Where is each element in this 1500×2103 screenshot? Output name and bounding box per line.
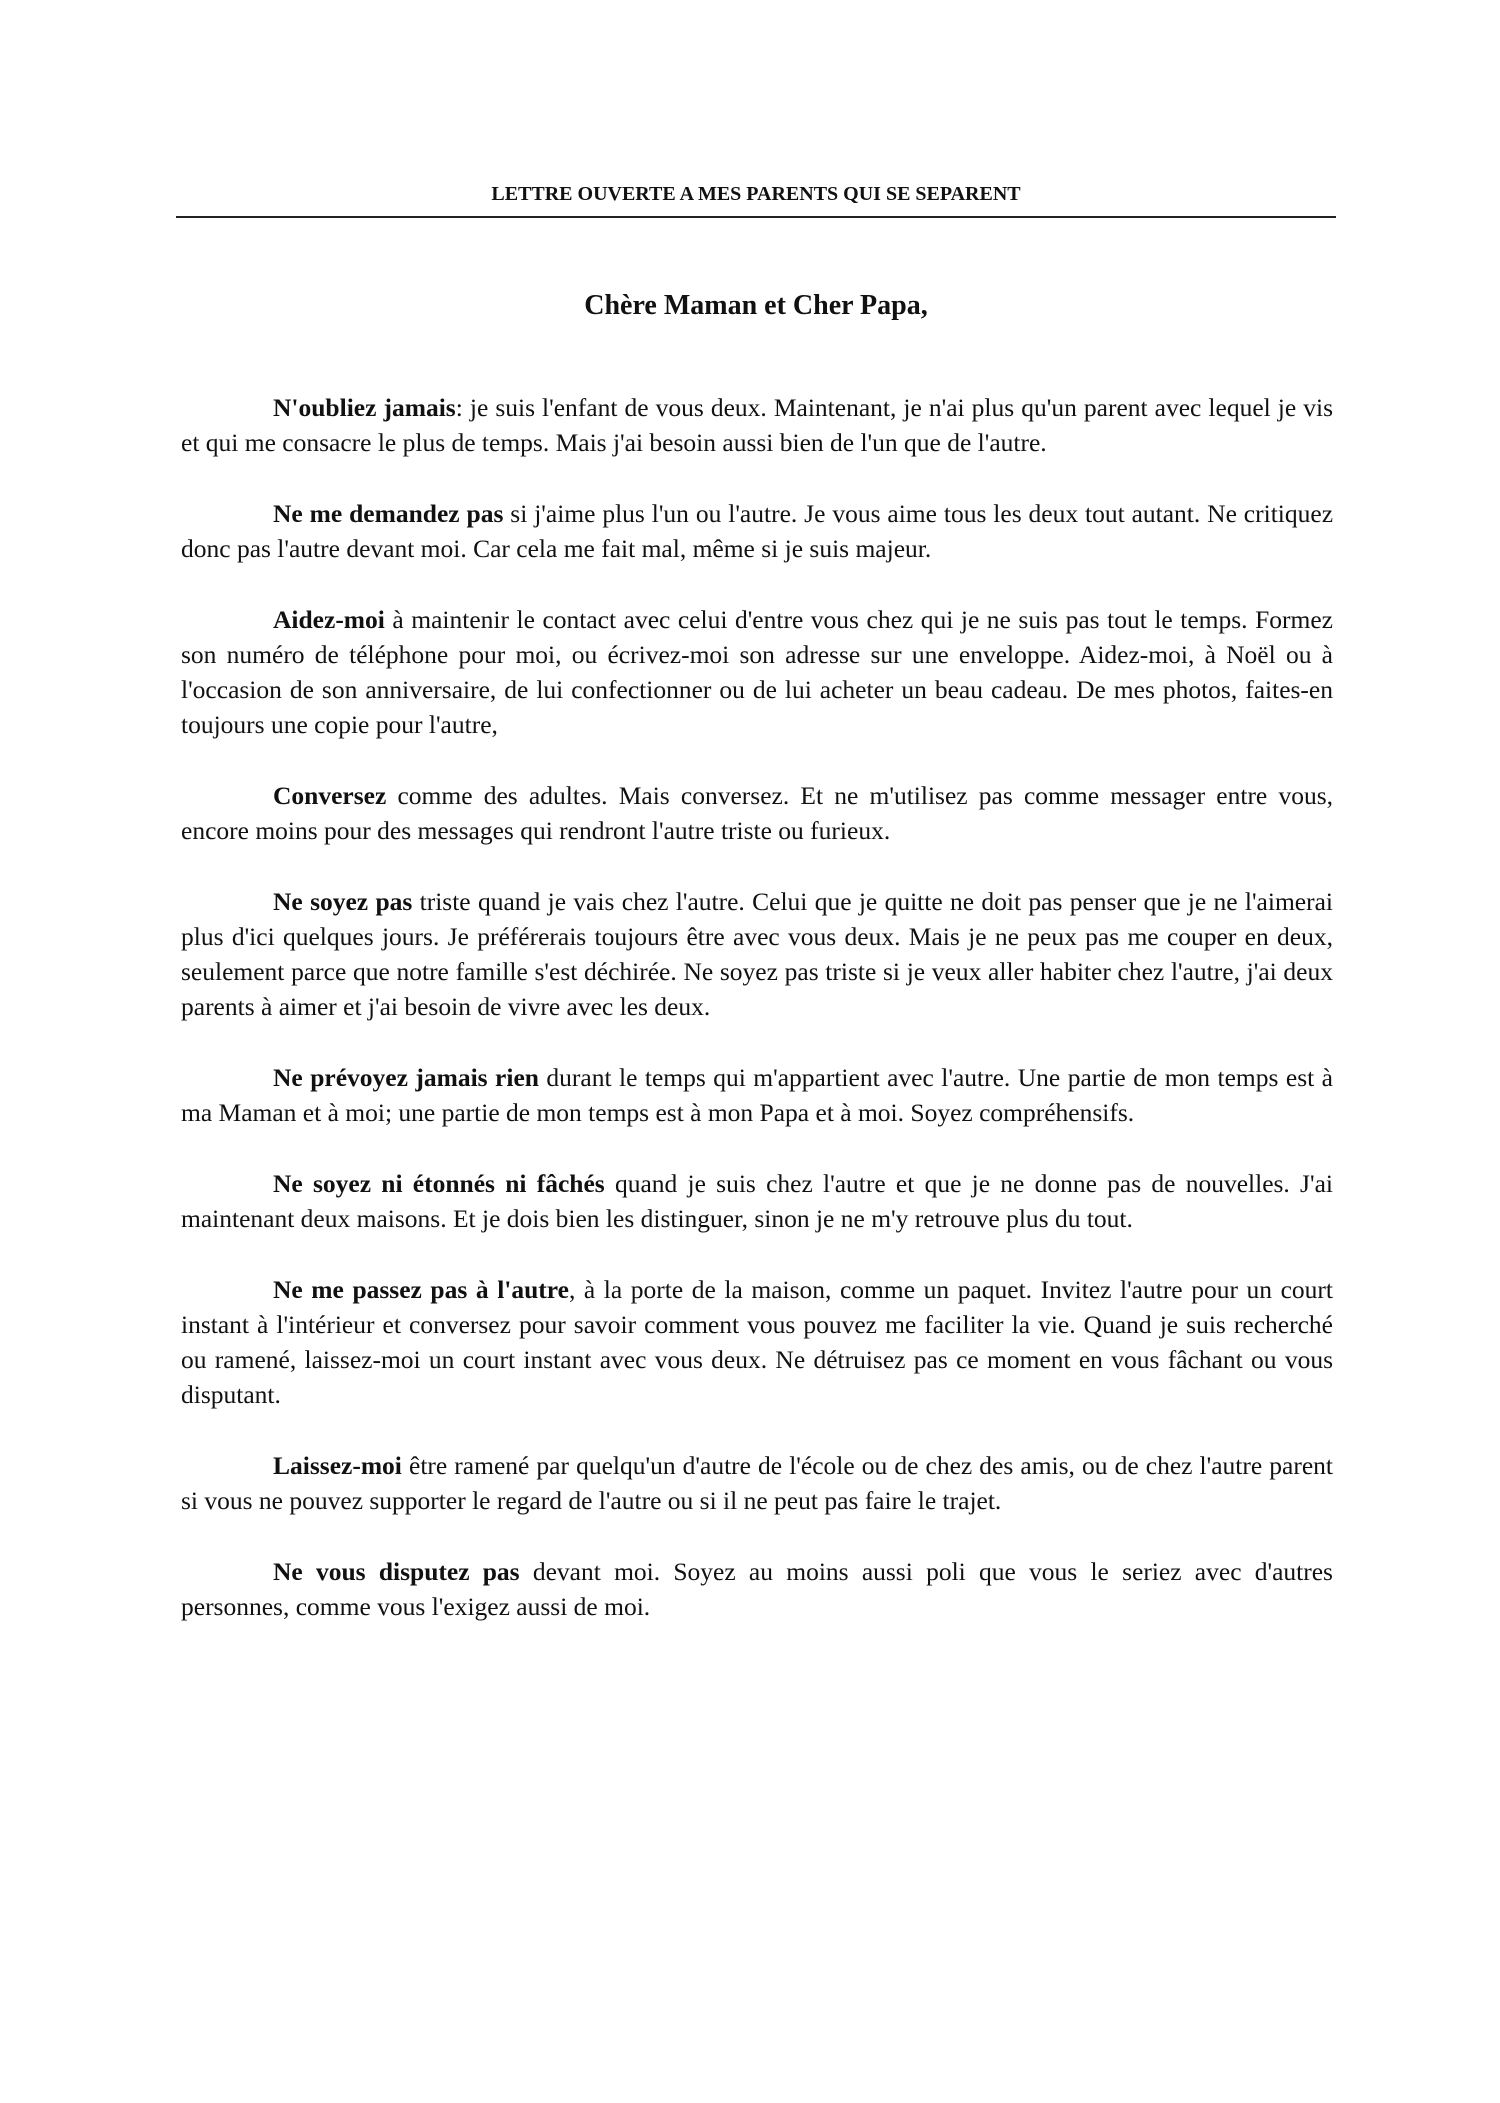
paragraph-5 — [181, 884, 1333, 1024]
paragraph-lead: Aidez-moi — [273, 605, 385, 634]
paragraph-text: à maintenir le contact avec celui d'entre vous chez qui je ne suis pas tout le temps. Formez son numéro de téléphone pour moi, ou écrivez-moi son adresse sur une enveloppe. Aidez-moi, à Noël ou à l'occasion de son anniversaire, de lui confectionner ou de lui acheter un beau cadeau. De mes photos, faites-en toujours une copie pour l'autre, — [181, 605, 1333, 739]
paragraph-lead: Conversez — [273, 781, 387, 810]
document-header: LETTRE OUVERTE A MES PARENTS QUI SE SEPARENT — [491, 183, 1021, 205]
paragraph-lead: Ne soyez ni étonnés ni fâchés — [273, 1169, 605, 1198]
paragraph-3 — [181, 602, 1333, 742]
paragraph-9 — [181, 1448, 1333, 1518]
paragraph-lead: Ne soyez pas — [273, 887, 413, 916]
paragraph-4 — [181, 778, 1333, 848]
letter-body — [181, 390, 1333, 1660]
paragraph-lead: Ne me demandez pas — [273, 499, 504, 528]
paragraph-text: , à la porte de la maison, comme un paquet. Invitez l'autre pour un court instant à l'intérieur et conversez pour savoir comment vous pouvez me faciliter la vie. Quand je suis recherché ou ramené, laissez-moi un court instant avec vous deux. Ne détruisez pas ce moment en vous fâchant ou vous disputant. — [181, 1275, 1333, 1409]
paragraph-6 — [181, 1060, 1333, 1130]
paragraph-2 — [181, 496, 1333, 566]
paragraph-text: durant le temps qui m'appartient avec l'autre. Une partie de mon temps est à ma Maman et à moi; une partie de mon temps est à mon Papa et à moi. Soyez compréhensifs. — [181, 1063, 1333, 1127]
paragraph-text: comme des adultes. Mais conversez. Et ne m'utilisez pas comme messager entre vous, encore moins pour des messages qui rendront l'autre triste ou furieux. — [181, 781, 1333, 845]
salutation: Chère Maman et Cher Papa, — [584, 290, 928, 321]
paragraph-text: : je suis l'enfant de vous deux. Maintenant, je n'ai plus qu'un parent avec lequel je vis et qui me consacre le plus de temps. Mais j'ai besoin aussi bien de l'un que de l'autre. — [181, 393, 1333, 457]
header-rule — [176, 216, 1336, 218]
paragraph-lead: Laissez-moi — [273, 1451, 402, 1480]
paragraph-7 — [181, 1166, 1333, 1236]
paragraph-text: triste quand je vais chez l'autre. Celui que je quitte ne doit pas penser que je ne l'aimerai plus d'ici quelques jours. Je préférerais toujours être avec vous deux. Mais je ne peux pas me couper en deux, seulement parce que notre famille s'est déchirée. Ne soyez pas triste si je veux aller habiter chez l'autre, j'ai deux parents à aimer et j'ai besoin de vivre avec les deux. — [181, 887, 1333, 1021]
paragraph-8 — [181, 1272, 1333, 1412]
paragraph-lead: Ne me passez pas à l'autre — [273, 1275, 569, 1304]
paragraph-lead: N'oubliez jamais — [273, 393, 456, 422]
paragraph-lead: Ne prévoyez jamais rien — [273, 1063, 539, 1092]
paragraph-1 — [181, 390, 1333, 460]
paragraph-text: devant moi. Soyez au moins aussi poli que vous le seriez avec d'autres personnes, comme vous l'exigez aussi de moi. — [181, 1557, 1333, 1621]
paragraph-text: être ramené par quelqu'un d'autre de l'école ou de chez des amis, ou de chez l'autre parent si vous ne pouvez supporter le regard de l'autre ou si il ne peut pas faire le trajet. — [181, 1451, 1333, 1515]
paragraph-10 — [181, 1554, 1333, 1624]
paragraph-text: quand je suis chez l'autre et que je ne donne pas de nouvelles. J'ai maintenant deux maisons. Et je dois bien les distinguer, sinon je ne m'y retrouve plus du tout. — [181, 1169, 1333, 1233]
paragraph-text: si j'aime plus l'un ou l'autre. Je vous aime tous les deux tout autant. Ne critiquez donc pas l'autre devant moi. Car cela me fait mal, même si je suis majeur. — [181, 499, 1334, 563]
paragraph-lead: Ne vous disputez pas — [273, 1557, 520, 1586]
